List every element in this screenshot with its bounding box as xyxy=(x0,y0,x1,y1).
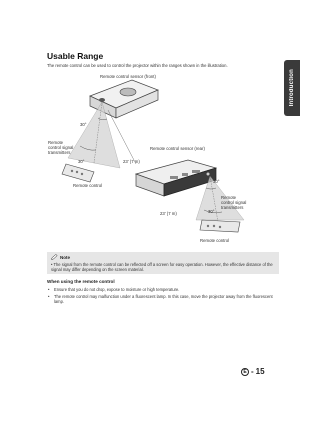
label-transmitters-left-1: Remote xyxy=(48,140,64,145)
usable-range-illustration xyxy=(40,72,280,248)
label-angle-left: 30° xyxy=(78,159,85,164)
label-angle-right-bottom: 30° xyxy=(208,209,215,214)
usage-list xyxy=(47,287,279,305)
label-angle-right-top: 30° xyxy=(213,179,220,184)
usage-bullet: • The remote control may malfunction under a fluorescent lamp. In this case, move the projector away from the fluorescent lamp. xyxy=(47,294,279,304)
usage-heading: When using the remote control xyxy=(47,279,115,284)
page-number xyxy=(241,367,265,376)
section-tab-label: Introduction xyxy=(289,69,295,107)
language-badge: E xyxy=(241,368,249,376)
page-title: Usable Range xyxy=(47,51,104,61)
label-angle-top: 30° xyxy=(80,122,87,127)
projector-rear-image xyxy=(136,160,216,196)
label-distance-rear: 23' (7 m) xyxy=(160,211,177,216)
label-transmitters-left-3: transmitters xyxy=(48,150,71,155)
section-tab-introduction xyxy=(284,60,300,116)
label-transmitters-left-2: control signal xyxy=(48,145,74,150)
remote-left-image xyxy=(62,164,94,182)
note-text-body: The signal from the remote control can be reflected off a screen for easy operation. However, the effective distance of the signal may differ depending on the screen material. xyxy=(51,262,273,272)
label-transmitters-right-1: Remote xyxy=(221,195,237,200)
note-heading xyxy=(51,254,70,260)
label-remote-left: Remote control xyxy=(73,183,103,188)
label-sensor-rear: Remote control sensor (rear) xyxy=(150,146,205,151)
page-number-value: 15 xyxy=(255,367,265,376)
page-number-sep: - xyxy=(251,367,254,376)
intro-paragraph: The remote control can be used to control the projector within the ranges shown in the illustration. xyxy=(47,63,228,68)
label-sensor-front: Remote control sensor (front) xyxy=(100,74,156,79)
pencil-note-icon xyxy=(51,254,58,260)
remote-right-image xyxy=(200,220,240,232)
label-transmitters-right-3: transmitters xyxy=(221,205,244,210)
note-heading-label: Note xyxy=(60,254,70,260)
usage-bullet: • Ensure that you do not drop, expose to moisture or high temperature. xyxy=(47,287,279,292)
label-transmitters-right-2: control signal xyxy=(221,200,247,205)
label-distance-front: 23' (7 m) xyxy=(123,159,140,164)
label-remote-right: Remote control xyxy=(200,238,230,243)
note-text: • The signal from the remote control can be reflected off a screen for easy operation. However, the effective distance of the signal may differ depending on the screen material. xyxy=(51,262,273,272)
